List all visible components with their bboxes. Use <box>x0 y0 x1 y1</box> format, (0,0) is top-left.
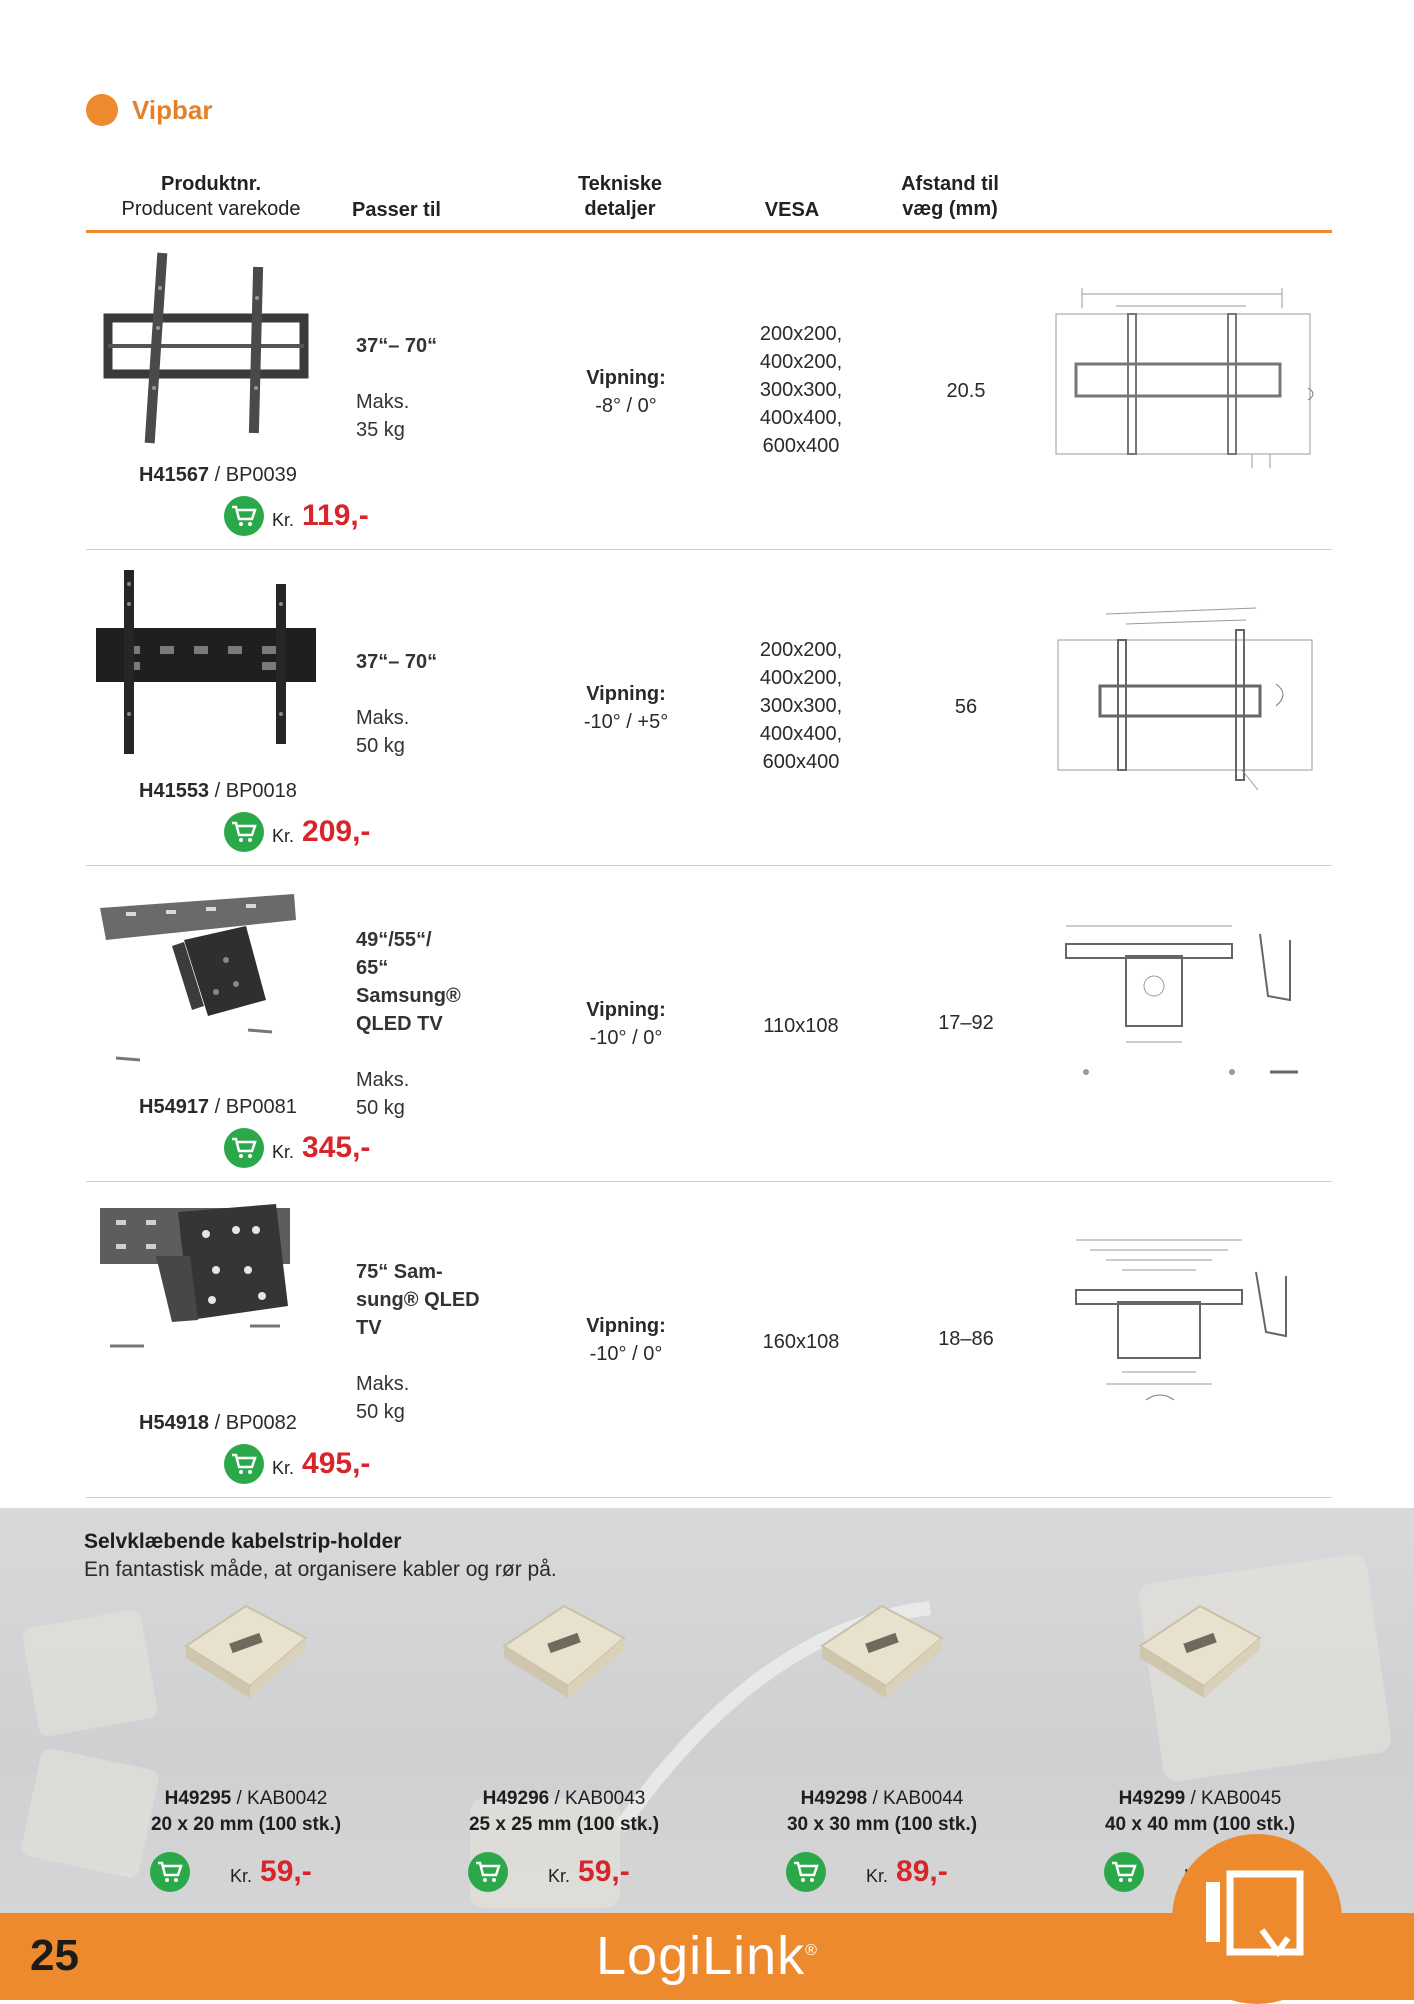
vesa-value: 600x400 <box>762 751 840 773</box>
fits-size: 49“/55“/ 65“ Samsung® QLED TV <box>356 929 461 1035</box>
table-row <box>86 866 1332 1182</box>
tilt-info <box>546 1312 706 1368</box>
price-amount: 59,- <box>260 1855 312 1888</box>
wall-distance: 56 <box>954 696 978 718</box>
shopping-cart-icon[interactable] <box>224 496 264 536</box>
max-weight: Maks. 35 kg <box>356 391 410 441</box>
accessory-size: 25 x 25 mm (100 stk.) <box>468 1814 660 1835</box>
header-distance: Afstand til væg (mm) <box>901 173 999 220</box>
shopping-cart-icon[interactable] <box>1104 1852 1144 1892</box>
table-row <box>86 234 1332 550</box>
price-tag <box>468 1852 630 1892</box>
wall-distance: 18–86 <box>938 1328 994 1350</box>
section-heading <box>86 94 212 126</box>
vesa-value: 400x400, <box>759 407 843 429</box>
tilt-info <box>546 364 706 420</box>
tilt-range: -10° / +5° <box>583 711 669 733</box>
vesa-value: 400x400, <box>759 723 843 745</box>
currency-label: Kr. <box>272 509 295 530</box>
vesa-value: 200x200, <box>759 639 843 661</box>
price-amount: 209,- <box>302 815 371 848</box>
wall-mount-icon <box>1200 1866 1312 1966</box>
cable-tie-mount-image <box>802 1576 962 1726</box>
fits-size: 37“– 70“ <box>356 335 438 357</box>
tilt-range: -10° / 0° <box>589 1343 663 1365</box>
shopping-cart-icon[interactable] <box>468 1852 508 1892</box>
price-amount: 59,- <box>578 1855 630 1888</box>
vesa-list <box>736 320 866 460</box>
max-weight: Maks. 50 kg <box>356 707 410 757</box>
cable-tie-mount-image <box>484 1576 644 1726</box>
price-amount: 89,- <box>896 1855 948 1888</box>
row-divider <box>86 1497 1332 1498</box>
accessory-subtitle: En fantastisk måde, at organisere kabler og rør på. <box>84 1558 557 1581</box>
tv-mount-image <box>96 564 316 764</box>
vesa-value: 300x300, <box>759 379 843 401</box>
cable-tie-mount-image <box>1120 1576 1280 1726</box>
currency-label: Kr. <box>230 1865 253 1886</box>
tilt-label: Vipning: <box>586 999 666 1021</box>
tilt-label: Vipning: <box>586 367 666 389</box>
header-rule <box>86 230 1332 233</box>
max-weight: Maks. 50 kg <box>356 1373 410 1423</box>
tilt-label: Vipning: <box>586 683 666 705</box>
header-product-number: Produktnr. Producent varekode <box>121 173 301 220</box>
accessory-section <box>0 1508 1414 1913</box>
fits-size: 37“– 70“ <box>356 651 438 673</box>
tilt-range: -10° / 0° <box>589 1027 663 1049</box>
table-row <box>86 1182 1332 1498</box>
cable-tie-mount-image <box>166 1576 326 1726</box>
price-tag <box>786 1852 948 1892</box>
accessory-size: 30 x 30 mm (100 stk.) <box>786 1814 978 1835</box>
technical-drawing <box>1046 1232 1326 1442</box>
tilt-range: -8° / 0° <box>595 395 657 417</box>
accessory-code: H49298 / KAB0044 30 x 30 mm (100 stk.) <box>762 1786 1002 1838</box>
tv-mount-image <box>96 1196 316 1396</box>
vesa-value: 200x200, <box>759 323 843 345</box>
accessory-size: 40 x 40 mm (100 stk.) <box>1104 1814 1296 1835</box>
currency-label: Kr. <box>272 1457 295 1478</box>
vesa-list <box>736 1328 866 1356</box>
section-title: Vipbar <box>132 94 213 125</box>
shopping-cart-icon[interactable] <box>786 1852 826 1892</box>
product-code: H54917 / BP0081 <box>139 1096 297 1118</box>
header-fits: Passer til <box>352 199 441 221</box>
orange-dot-icon <box>86 94 118 126</box>
vesa-list <box>736 1012 866 1040</box>
brand-logo: LogiLink® <box>596 1926 818 1986</box>
accessory-title: Selvklæbende kabelstrip-holder <box>84 1530 402 1553</box>
currency-label: Kr. <box>272 1141 295 1162</box>
product-code: H41553 / BP0018 <box>139 780 297 802</box>
header-technical: Tekniske detaljer <box>577 173 663 220</box>
vesa-value: 160x108 <box>762 1331 840 1353</box>
wall-distance: 20.5 <box>946 380 986 402</box>
price-amount: 119,- <box>302 499 369 532</box>
product-code: H41567 / BP0039 <box>139 464 297 486</box>
shopping-cart-icon[interactable] <box>224 812 264 852</box>
fits-info <box>356 332 437 444</box>
vesa-value: 300x300, <box>759 695 843 717</box>
accessory-code: H49295 / KAB0042 20 x 20 mm (100 stk.) <box>126 1786 366 1838</box>
technical-drawing <box>1046 916 1326 1126</box>
currency-label: Kr. <box>866 1865 889 1886</box>
tv-mount-image <box>96 248 316 448</box>
product-code: H54918 / BP0082 <box>139 1412 297 1434</box>
table-row <box>86 550 1332 866</box>
shopping-cart-icon[interactable] <box>224 1444 264 1484</box>
price-tag <box>150 1852 312 1892</box>
price-amount: 345,- <box>302 1131 371 1164</box>
technical-drawing <box>1046 600 1326 810</box>
wall-distance: 17–92 <box>938 1012 994 1034</box>
vesa-list <box>736 636 866 776</box>
vesa-value: 110x108 <box>763 1015 839 1037</box>
page-number: 25 <box>30 1931 79 1980</box>
accessory-code: H49299 / KAB0045 40 x 40 mm (100 stk.) <box>1080 1786 1320 1838</box>
accessory-item <box>762 1576 1002 1896</box>
fits-info <box>356 926 461 1122</box>
currency-label: Kr. <box>548 1865 571 1886</box>
shopping-cart-icon[interactable] <box>150 1852 190 1892</box>
tilt-label: Vipning: <box>586 1315 666 1337</box>
vesa-value: 600x400 <box>762 435 840 457</box>
price-tag <box>224 1444 370 1484</box>
vesa-value: 400x200, <box>759 351 843 373</box>
fits-info <box>356 1258 480 1426</box>
price-tag <box>224 496 369 536</box>
max-weight: Maks. 50 kg <box>356 1069 410 1119</box>
tv-mount-image <box>96 880 316 1080</box>
accessory-item <box>126 1576 366 1896</box>
accessory-code: H49296 / KAB0043 25 x 25 mm (100 stk.) <box>444 1786 684 1838</box>
fits-info <box>356 648 437 760</box>
shopping-cart-icon[interactable] <box>224 1128 264 1168</box>
accessory-size: 20 x 20 mm (100 stk.) <box>150 1814 342 1835</box>
price-tag <box>224 812 370 852</box>
tilt-info <box>546 680 706 736</box>
tilt-info <box>546 996 706 1052</box>
accessory-item <box>444 1576 684 1896</box>
price-tag <box>224 1128 370 1168</box>
technical-drawing <box>1046 284 1326 494</box>
vesa-value: 400x200, <box>759 667 843 689</box>
currency-label: Kr. <box>272 825 295 846</box>
fits-size: 75“ Sam- sung® QLED TV <box>356 1261 480 1339</box>
header-vesa: VESA <box>764 199 820 221</box>
price-amount: 495,- <box>302 1447 371 1480</box>
